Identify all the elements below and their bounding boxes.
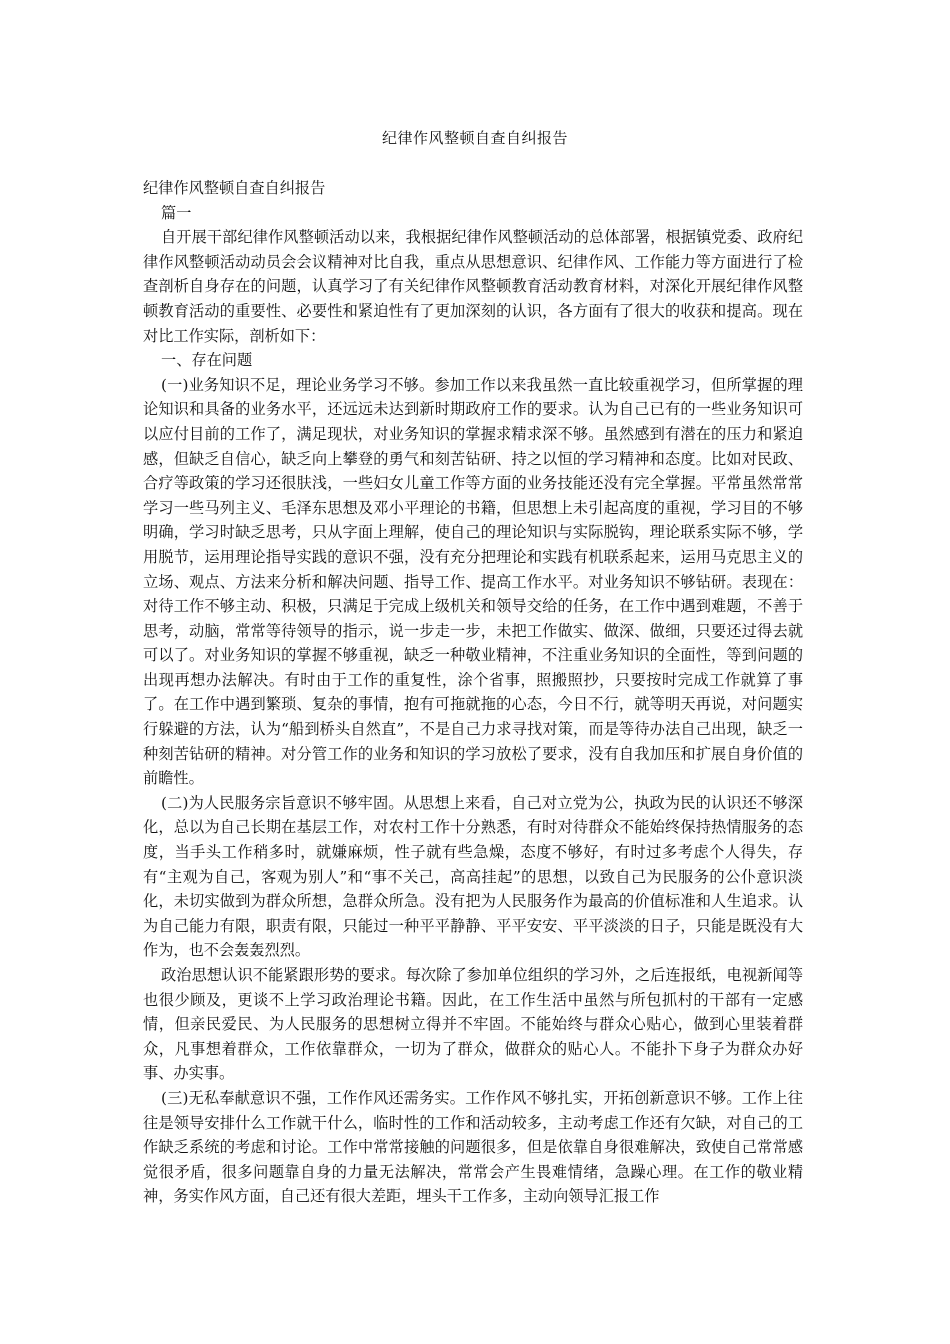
paragraph-work-style: (三)无私奉献意识不强，工作作风还需务实。工作作风不够扎实，开拓创新意识不够。工作上往往是领导安排什么工作就干什么，临时性的工作和活动较多，主动考虑工作还有欠缺，对自己的工作缺乏系统的考虑和讨论。工作中常常接触的问题很多，但是依靠自身很难解决，致使自己常常感觉很矛盾，很多问题靠自身的力量无法解决，常常会产生畏难情绪，急躁心理。在工作的敬业精神，务实作风方面，自己还有很大差距，埋头干工作多，主动向领导汇报工作 [143,1088,803,1206]
intro-paragraph: 自开展干部纪律作风整顿活动以来，我根据纪律作风整顿活动的总体部署，根据镇党委、政府纪律作风整顿活动动员会会议精神对比自我，重点从思想意识、纪律作风、工作能力等方面进行了检查剖析自身存在的问题，认真学习了有关纪律作风整顿教育活动教育材料，对深化开展纪律作风整顿教育活动的重要性、必要性和紧迫性有了更加深刻的认识，各方面有了很大的收获和提高。现在对比工作实际，剖析如下： [143,228,803,345]
document-title: 纪律作风整顿自查自纠报告 [381,129,568,147]
section-heading-problems: 一、存在问题 [161,351,253,370]
paragraph-service-awareness: (二)为人民服务宗旨意识不够牢固。从思想上来看，自己对立党为公，执政为民的认识还不够深化，总以为自己长期在基层工作，对农村工作十分熟悉，有时对待群众不能始终保持热情服务的态度，当手头工作稍多时，就嫌麻烦，性子就有些急燥，态度不够好，有时过多考虑个人得失，存有“主观为自己，客观为别人”和“事不关己，高高挂起”的思想，以致自己为民服务的公仆意识淡化，未切实做到为群众所想，急群众所急。没有把为人民服务作为最高的价值标准和人生追求。认为自己能力有限，职责有限，只能过一种平平静静、平平安安、平平淡淡的日子，只能是既没有大作为，也不会轰轰烈烈。 [143,793,803,960]
paragraph-political-thinking: 政治思想认识不能紧跟形势的要求。每次除了参加单位组织的学习外，之后连报纸，电视新闻等也很少顾及，更谈不上学习政治理论书籍。因此，在工作生活中虽然与所包抓村的干部有一定感情，但亲民爱民、为人民服务的思想树立得并不牢固。不能始终与群众心贴心，做到心里装着群众，凡事想着群众，工作依靠群众，一切为了群众，做群众的贴心人。不能扑下身子为群众办好事、办实事。 [143,966,803,1083]
section-label: 篇一 [161,203,192,222]
document-subtitle: 纪律作风整顿自查自纠报告 [143,179,326,197]
paragraph-business-knowledge: (一)业务知识不足，理论业务学习不够。参加工作以来我虽然一直比较重视学习，但所掌握的理论知识和具备的业务水平，还远远未达到新时期政府工作的要求。认为自己已有的一些业务知识可以应付目前的工作了，满足现状，对业务知识的掌握求精求深不够。虽然感到有潜在的压力和紧迫感，但缺乏自信心，缺乏向上攀登的勇气和刻苦钻研、持之以恒的学习精神和态度。比如对民政、合疗等政策的学习还很肤浅，一些妇女儿童工作等方面的业务技能还没有完全掌握。平常虽然常常学习一些马列主义、毛泽东思想及邓小平理论的书籍，但思想上未引起高度的重视，学习目的不够明确，学习时缺乏思考，只从字面上理解，使自己的理论知识与实际脱钩，理论联系实际不够，学用脱节，运用理论指导实践的意识不强，没有充分把理论和实践有机联系起来，运用马克思主义的立场、观点、方法来分析和解决问题、指导工作、提高工作水平。对业务知识不够钻研。表现在：对待工作不够主动、积极，只满足于完成上级机关和领导交给的任务，在工作中遇到难题，不善于思考，动脑，常常等待领导的指示，说一步走一步，未把工作做实、做深、做细，只要还过得去就可以了。对业务知识的掌握不够重视，缺乏一种敬业精神，不注重业务知识的全面性，等到问题的出现再想办法解决。有时由于工作的重复性，涂个省事，照搬照抄，只要按时完成工作就算了事了。在工作中遇到繁琐、复杂的事情，抱有可拖就拖的心态，今日不行，就等明天再说，对问题实行躲避的方法，认为“船到桥头自然直”，不是自己力求寻找对策，而是等待办法自己出现，缺乏一种刻苦钻研的精神。对分管工作的业务和知识的学习放松了要求，没有自我加压和扩展自身价值的前瞻性。 [143,375,803,788]
document-body [143,176,803,1209]
